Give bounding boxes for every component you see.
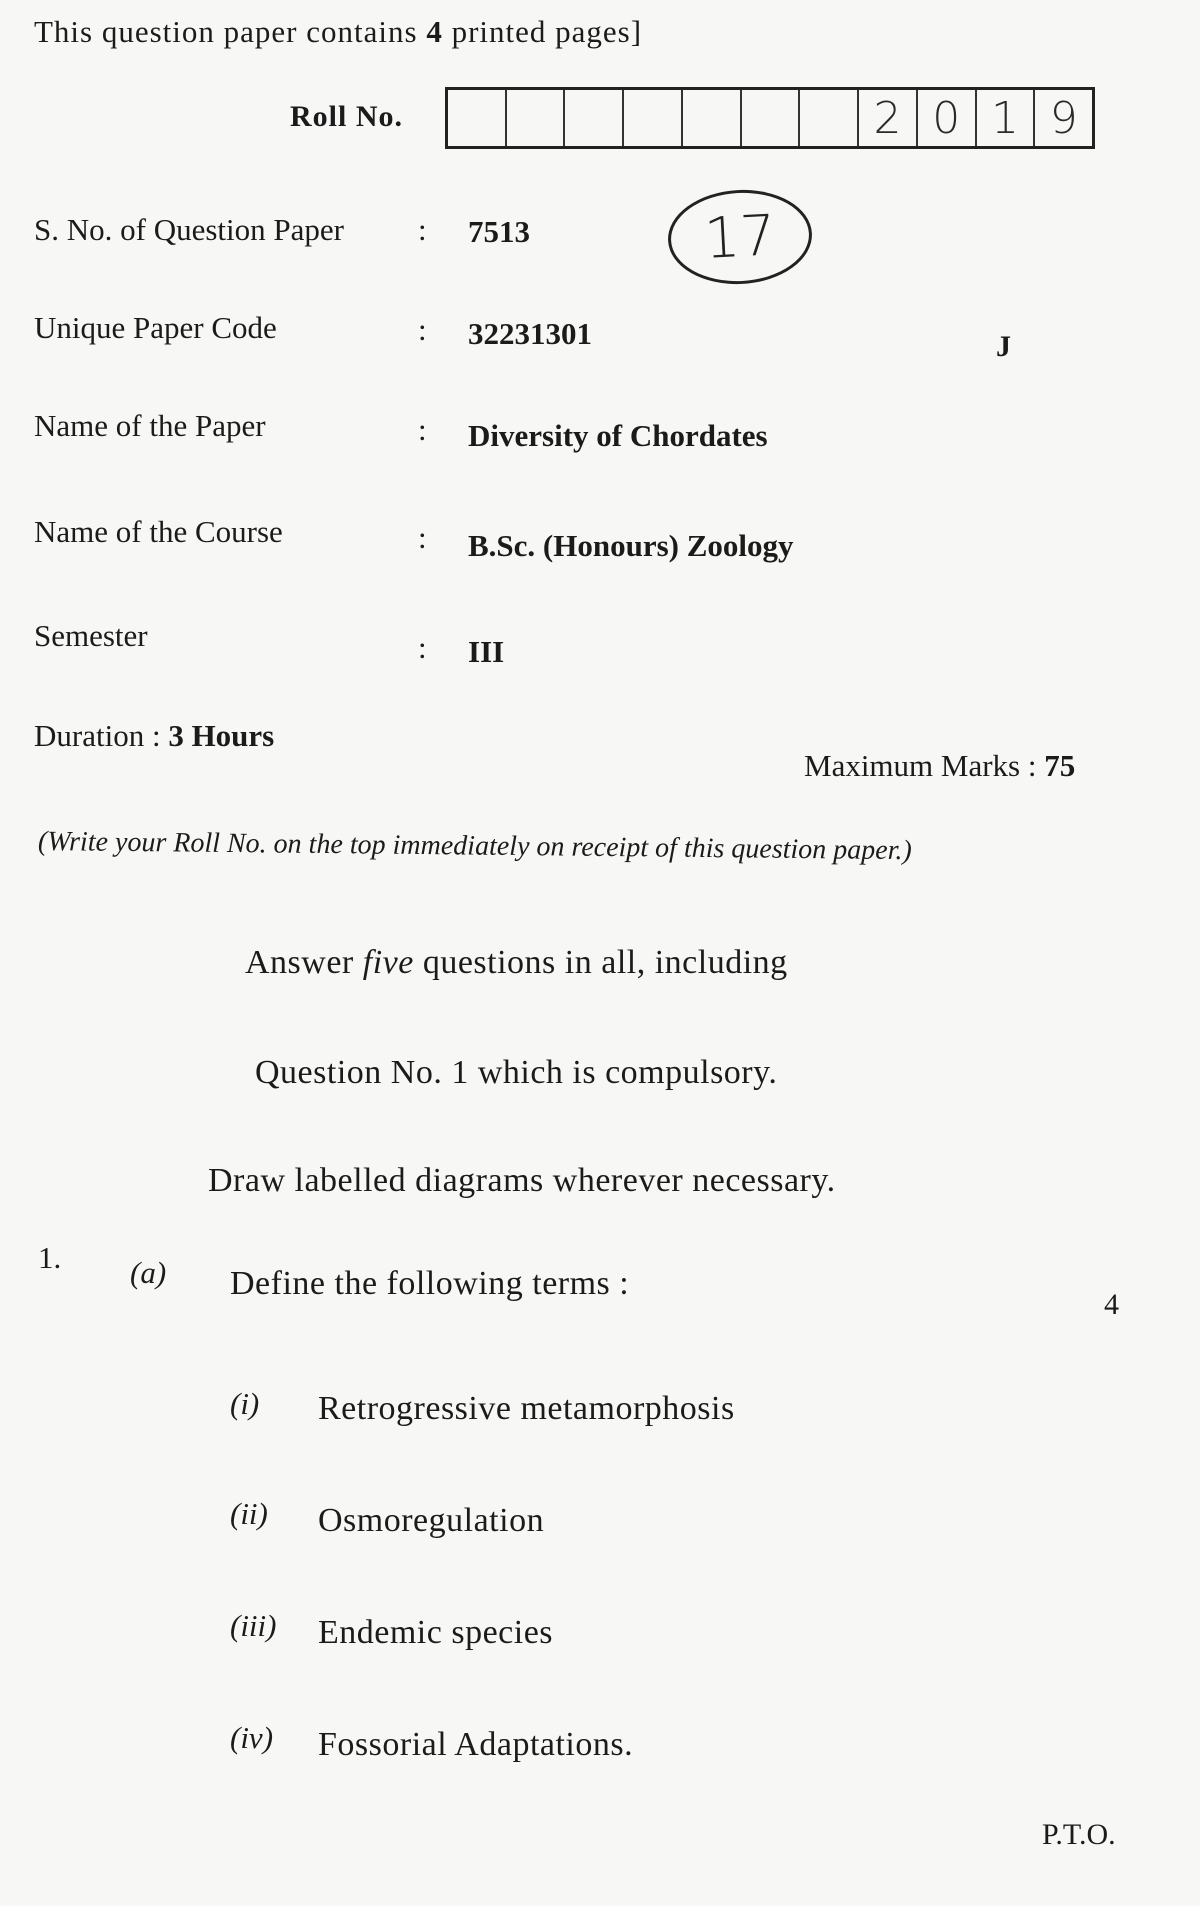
detail-colon: : bbox=[418, 630, 427, 665]
detail-colon: : bbox=[418, 520, 427, 555]
instruction-line-3: Draw labelled diagrams wherever necessary. bbox=[208, 1162, 836, 1199]
detail-label-paper-name: Name of the Paper bbox=[34, 408, 266, 443]
question-subpart: (a) bbox=[130, 1255, 167, 1290]
roll-digit-box[interactable] bbox=[742, 90, 801, 146]
detail-label-course-name: Name of the Course bbox=[34, 514, 283, 549]
question-item-text: Endemic species bbox=[318, 1614, 554, 1651]
detail-colon: : bbox=[418, 412, 427, 447]
detail-value-paper-name: Diversity of Chordates bbox=[468, 418, 768, 453]
question-item-number: (iv) bbox=[230, 1720, 274, 1755]
roll-digit-box[interactable]: 9 bbox=[1049, 92, 1078, 144]
roll-digit-box[interactable] bbox=[565, 90, 624, 146]
roll-no-label: Roll No. bbox=[290, 100, 403, 133]
roll-digit-box[interactable]: 0 bbox=[918, 90, 977, 146]
roll-no-boxes[interactable] bbox=[445, 87, 1095, 149]
detail-label-semester: Semester bbox=[34, 618, 148, 653]
detail-colon: : bbox=[418, 212, 427, 247]
question-item-text: Osmoregulation bbox=[318, 1502, 545, 1539]
instruction-line-2: Question No. 1 which is compulsory. bbox=[255, 1054, 778, 1091]
detail-label-serial-no: S. No. of Question Paper bbox=[34, 212, 344, 247]
header-note-pages: 4 bbox=[426, 14, 443, 49]
roll-digit-box[interactable]: 1 bbox=[977, 90, 1036, 146]
detail-value-paper-code: 32231301 bbox=[468, 316, 592, 351]
roll-digit-box[interactable] bbox=[624, 90, 683, 146]
instruction-line-1-a: Answer bbox=[245, 944, 354, 981]
question-item-text: Fossorial Adaptations. bbox=[318, 1726, 634, 1763]
question-item-number: (ii) bbox=[230, 1496, 268, 1531]
question-item-text: Retrogressive metamorphosis bbox=[318, 1390, 735, 1427]
handwritten-circled-mark: 17 bbox=[666, 186, 815, 287]
duration-label: Duration : bbox=[34, 718, 161, 753]
question-item-number: (iii) bbox=[230, 1608, 277, 1643]
roll-digit-box[interactable] bbox=[683, 90, 742, 146]
detail-colon: : bbox=[418, 312, 427, 347]
question-text: Define the following terms : bbox=[230, 1265, 630, 1302]
header-note bbox=[34, 14, 642, 50]
detail-label-paper-code: Unique Paper Code bbox=[34, 310, 277, 345]
max-marks-label: Maximum Marks : bbox=[804, 748, 1037, 783]
duration-value: 3 Hours bbox=[168, 718, 275, 753]
side-letter: J bbox=[996, 330, 1011, 363]
header-note-prefix: This question paper contains bbox=[34, 14, 418, 49]
roll-digit-box[interactable] bbox=[800, 90, 859, 146]
question-marks: 4 bbox=[1104, 1288, 1119, 1321]
instruction-line-1-c: questions in all, including bbox=[422, 944, 788, 981]
duration bbox=[34, 718, 274, 754]
roll-digit-box[interactable] bbox=[507, 90, 566, 146]
max-marks-value: 75 bbox=[1044, 748, 1076, 783]
maximum-marks bbox=[804, 748, 1075, 784]
roll-no-instruction: (Write your Roll No. on the top immediately on receipt of this question paper.) bbox=[37, 826, 912, 867]
instruction-line-1-b: five bbox=[362, 944, 414, 981]
question-item-number: (i) bbox=[230, 1386, 260, 1421]
roll-digit-box[interactable]: 2 bbox=[859, 90, 918, 146]
detail-value-course-name: B.Sc. (Honours) Zoology bbox=[468, 528, 794, 563]
detail-value-semester: III bbox=[468, 634, 505, 669]
question-number: 1. bbox=[38, 1240, 62, 1275]
roll-digit-box[interactable] bbox=[448, 90, 507, 146]
header-note-suffix: printed pages] bbox=[451, 14, 643, 49]
instruction-line-1 bbox=[245, 944, 788, 982]
pto-marker: P.T.O. bbox=[1042, 1818, 1116, 1851]
detail-value-serial-no: 7513 bbox=[468, 214, 530, 249]
